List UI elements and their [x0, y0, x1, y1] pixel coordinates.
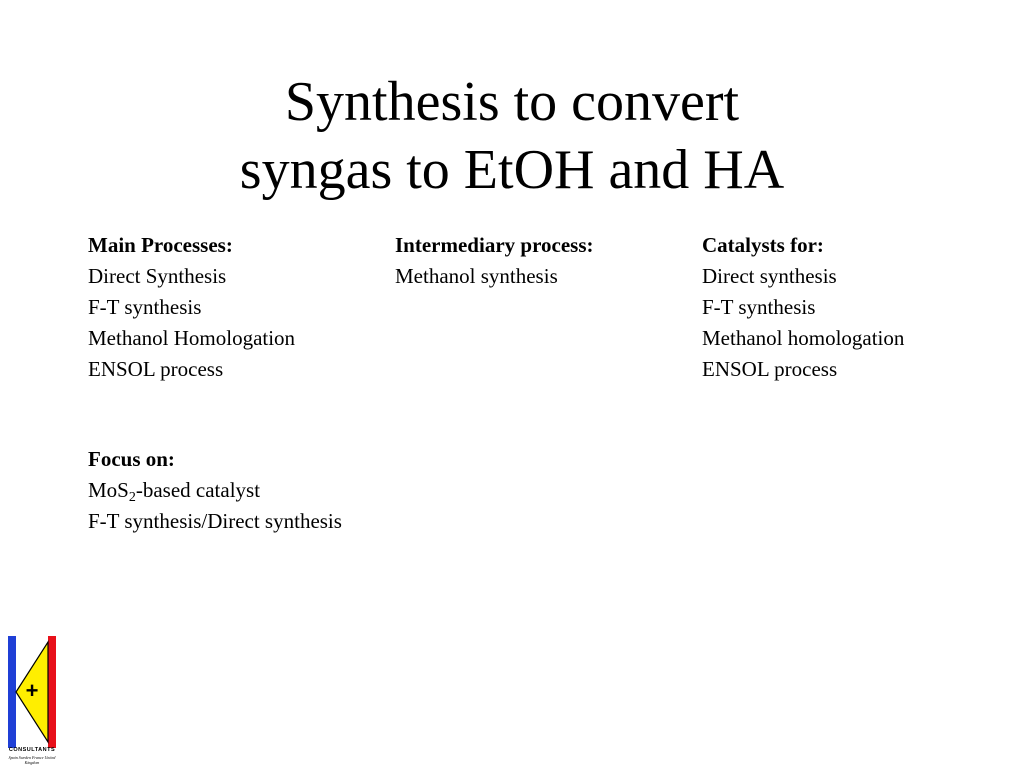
focus-mos-base: MoS	[88, 478, 129, 502]
main-processes-heading: Main Processes:	[88, 233, 233, 257]
logo-subline: Spain Sweden France United Kingdom	[8, 755, 56, 765]
intermediary-item: Methanol synthesis	[395, 264, 558, 288]
focus-section	[88, 444, 342, 537]
title-line-2: syngas to EtOH and HA	[239, 139, 785, 201]
main-process-item: F-T synthesis	[88, 295, 202, 319]
slide-title	[0, 68, 1024, 204]
catalyst-item: F-T synthesis	[702, 295, 816, 319]
logo-red-bar	[48, 636, 56, 748]
logo-plus-icon: +	[25, 678, 39, 703]
intermediary-column	[395, 230, 594, 292]
logo-name: CONSULTANTS	[8, 747, 56, 753]
catalyst-item: Direct synthesis	[702, 264, 837, 288]
main-processes-column	[88, 230, 295, 385]
main-process-item: Methanol Homologation	[88, 326, 296, 350]
catalysts-heading: Catalysts for:	[702, 233, 824, 257]
company-logo	[4, 634, 60, 764]
focus-item: F-T synthesis/Direct synthesis	[88, 509, 342, 533]
focus-heading: Focus on:	[88, 447, 175, 471]
intermediary-heading: Intermediary process:	[395, 233, 594, 257]
catalyst-item: ENSOL process	[702, 357, 838, 381]
focus-item-mos2	[88, 475, 342, 506]
logo-blue-bar	[8, 636, 16, 748]
main-process-item: ENSOL process	[88, 357, 224, 381]
main-process-item: Direct Synthesis	[88, 264, 227, 288]
catalyst-item: Methanol homologation	[702, 326, 905, 350]
catalysts-column	[702, 230, 904, 385]
focus-mos-rest: -based catalyst	[135, 478, 261, 502]
focus-mos-subscript: 2	[128, 490, 136, 505]
title-line-1: Synthesis to convert	[284, 71, 740, 133]
